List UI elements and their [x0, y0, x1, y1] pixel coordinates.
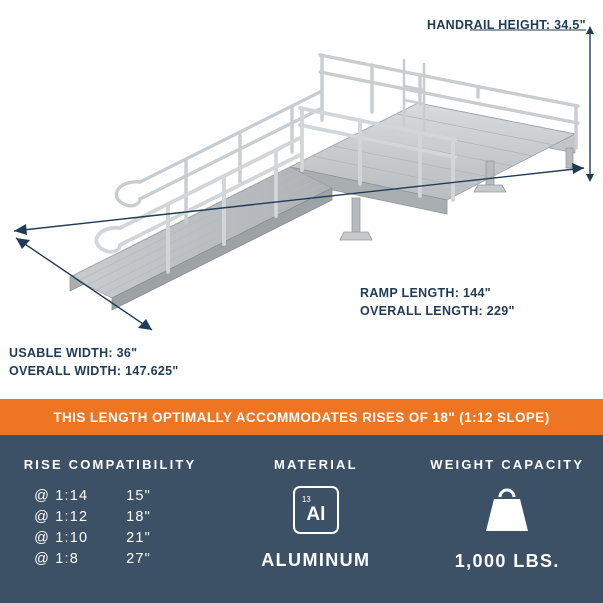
weight-capacity-value: 1,000 LBS. [454, 551, 560, 571]
width-labels [9, 344, 179, 380]
handrail-height-label: HANDRAIL HEIGHT: 34.5" [427, 18, 586, 32]
rise-compatibility-table [34, 486, 186, 570]
element-number: 13 [301, 495, 311, 504]
table-row [34, 549, 186, 570]
platform-deck [290, 103, 575, 214]
rise-value: 15" [126, 488, 151, 504]
element-symbol: Al [306, 504, 326, 525]
rise-value: 27" [126, 551, 151, 567]
specs-panel [0, 435, 603, 603]
slope-banner: THIS LENGTH OPTIMALLY ACCOMMODATES RISES OF 18" (1:12 SLOPE) [0, 399, 603, 435]
overall-width-label: OVERALL WIDTH: 147.625" [9, 364, 179, 378]
rise-ratio: @ 1:14 [34, 488, 89, 504]
rise-ratio: @ 1:12 [34, 509, 89, 525]
rise-ratio: @ 1:8 [34, 551, 79, 567]
rise-compatibility-column [0, 435, 220, 603]
table-row [34, 528, 186, 549]
overall-length-label: OVERALL LENGTH: 229" [360, 304, 515, 318]
material-column [220, 435, 411, 603]
weight-icon [475, 486, 539, 539]
aluminum-element-icon [293, 486, 339, 534]
weight-capacity-column [412, 435, 603, 603]
rise-compatibility-title: RISE COMPATIBILITY [23, 457, 197, 472]
table-row [34, 486, 186, 507]
rise-ratio: @ 1:10 [34, 530, 89, 546]
ramp-length-label: RAMP LENGTH: 144" [360, 286, 491, 300]
table-row [34, 507, 186, 528]
material-title: MATERIAL [273, 457, 358, 472]
material-value: ALUMINUM [261, 550, 371, 570]
weight-capacity-title: WEIGHT CAPACITY [430, 457, 585, 472]
rise-value: 21" [126, 530, 151, 546]
rise-value: 18" [126, 509, 151, 525]
usable-width-label: USABLE WIDTH: 36" [9, 346, 138, 360]
length-labels [360, 284, 515, 320]
